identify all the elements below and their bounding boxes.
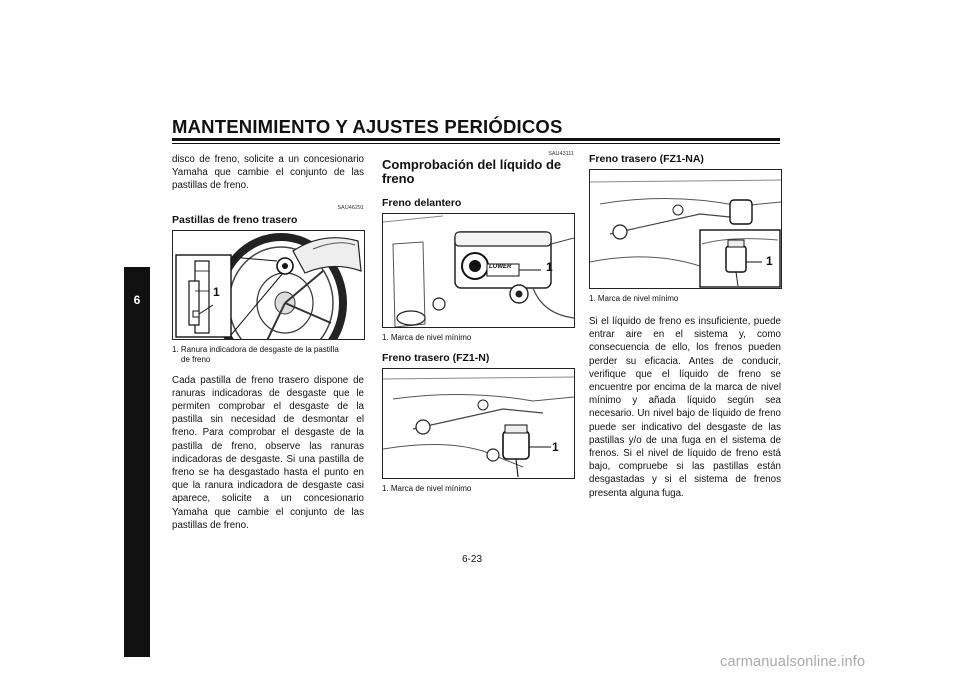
figure-callout: 1	[546, 260, 553, 274]
figure-callout: 1	[552, 440, 559, 454]
page-title: MANTENIMIENTO Y AJUSTES PERIÓDICOS	[172, 116, 563, 137]
figure-front-brake-reservoir	[382, 213, 575, 328]
lower-mark-label: LOWER	[489, 264, 512, 270]
caption-text-cont: de freno	[181, 354, 211, 364]
intro-paragraph: disco de freno, solicite a un concesionario Yamaha que cambie el conjunto de las pastillas de freno.	[172, 154, 364, 192]
subheading-rear-brake-n: Freno trasero (FZ1-N)	[382, 352, 490, 364]
figure-caption: 1. Marca de nivel mínimo	[589, 294, 679, 303]
chapter-number: 6	[133, 293, 141, 307]
subheading-rear-brake-na: Freno trasero (FZ1-NA)	[589, 153, 704, 165]
column-1	[172, 150, 364, 532]
caption-number: 1.	[172, 344, 179, 354]
figure-caption: 1. Marca de nivel mínimo	[382, 484, 472, 493]
figure-callout: 1	[766, 254, 773, 268]
figure-rear-brake-pads	[172, 230, 365, 340]
caption-text: Ranura indicadora de desgaste de la pastilla	[180, 344, 339, 354]
section-code: SAU46291	[337, 204, 364, 211]
body-paragraph-brake-fluid: Si el líquido de freno es insuficiente, puede entrar aire en el sistema y, como consecuencia de ello, los frenos pueden perder su eficacia. Antes de conducir, verifique que el líquido de freno se encuentre por encima de la marca de nivel mínimo y añada líquido según sea necesario. Un nivel bajo de líquido de freno puede ser indicativo del desgaste de las pastillas y/o de una fuga en el sistema de frenos. Si el nivel de líquido de freno está bajo, compruebe si las pastillas están desgastadas y si el sistema de frenos presenta alguna fuga.	[589, 316, 781, 499]
body-paragraph-rear-pads: Cada pastilla de freno trasero dispone de ranuras indicadoras de desgaste que le permiten comprobar el desgaste de la pastilla sin necesidad de desmontar el freno. Para comprobar el desgaste de la pastilla de freno, observe las ranuras indicadoras de desgaste. Si una pastilla de freno se ha desgastado hasta el punto en que la ranura indicadora de desgaste casi aparece, solicite a un concesionario Yamaha que cambie el conjunto de las pastillas de freno.	[172, 374, 364, 531]
chapter-tab	[124, 267, 150, 657]
rear-brake-n-illustration	[383, 369, 574, 478]
watermark: carmanualsonline.info	[720, 654, 866, 670]
rear-brake-pads-illustration	[173, 231, 364, 339]
subheading-front-brake: Freno delantero	[382, 197, 462, 209]
section-heading-rear-pads: Pastillas de freno trasero	[172, 213, 298, 226]
figure-rear-brake-na	[589, 169, 782, 289]
column-3	[589, 150, 781, 500]
title-rule-thin	[172, 143, 780, 144]
column-2	[382, 150, 574, 494]
figure-rear-brake-n	[382, 368, 575, 479]
figure-callout: 1	[213, 284, 220, 299]
title-rule	[172, 138, 780, 141]
section-heading-brake-fluid: Comprobación del líquido de freno	[382, 157, 562, 186]
figure-caption: 1. Marca de nivel mínimo	[382, 333, 472, 342]
rear-brake-na-illustration	[590, 170, 781, 288]
page-number: 6-23	[462, 554, 483, 565]
section-code: SAU43111	[548, 151, 574, 157]
figure-caption	[172, 345, 364, 365]
